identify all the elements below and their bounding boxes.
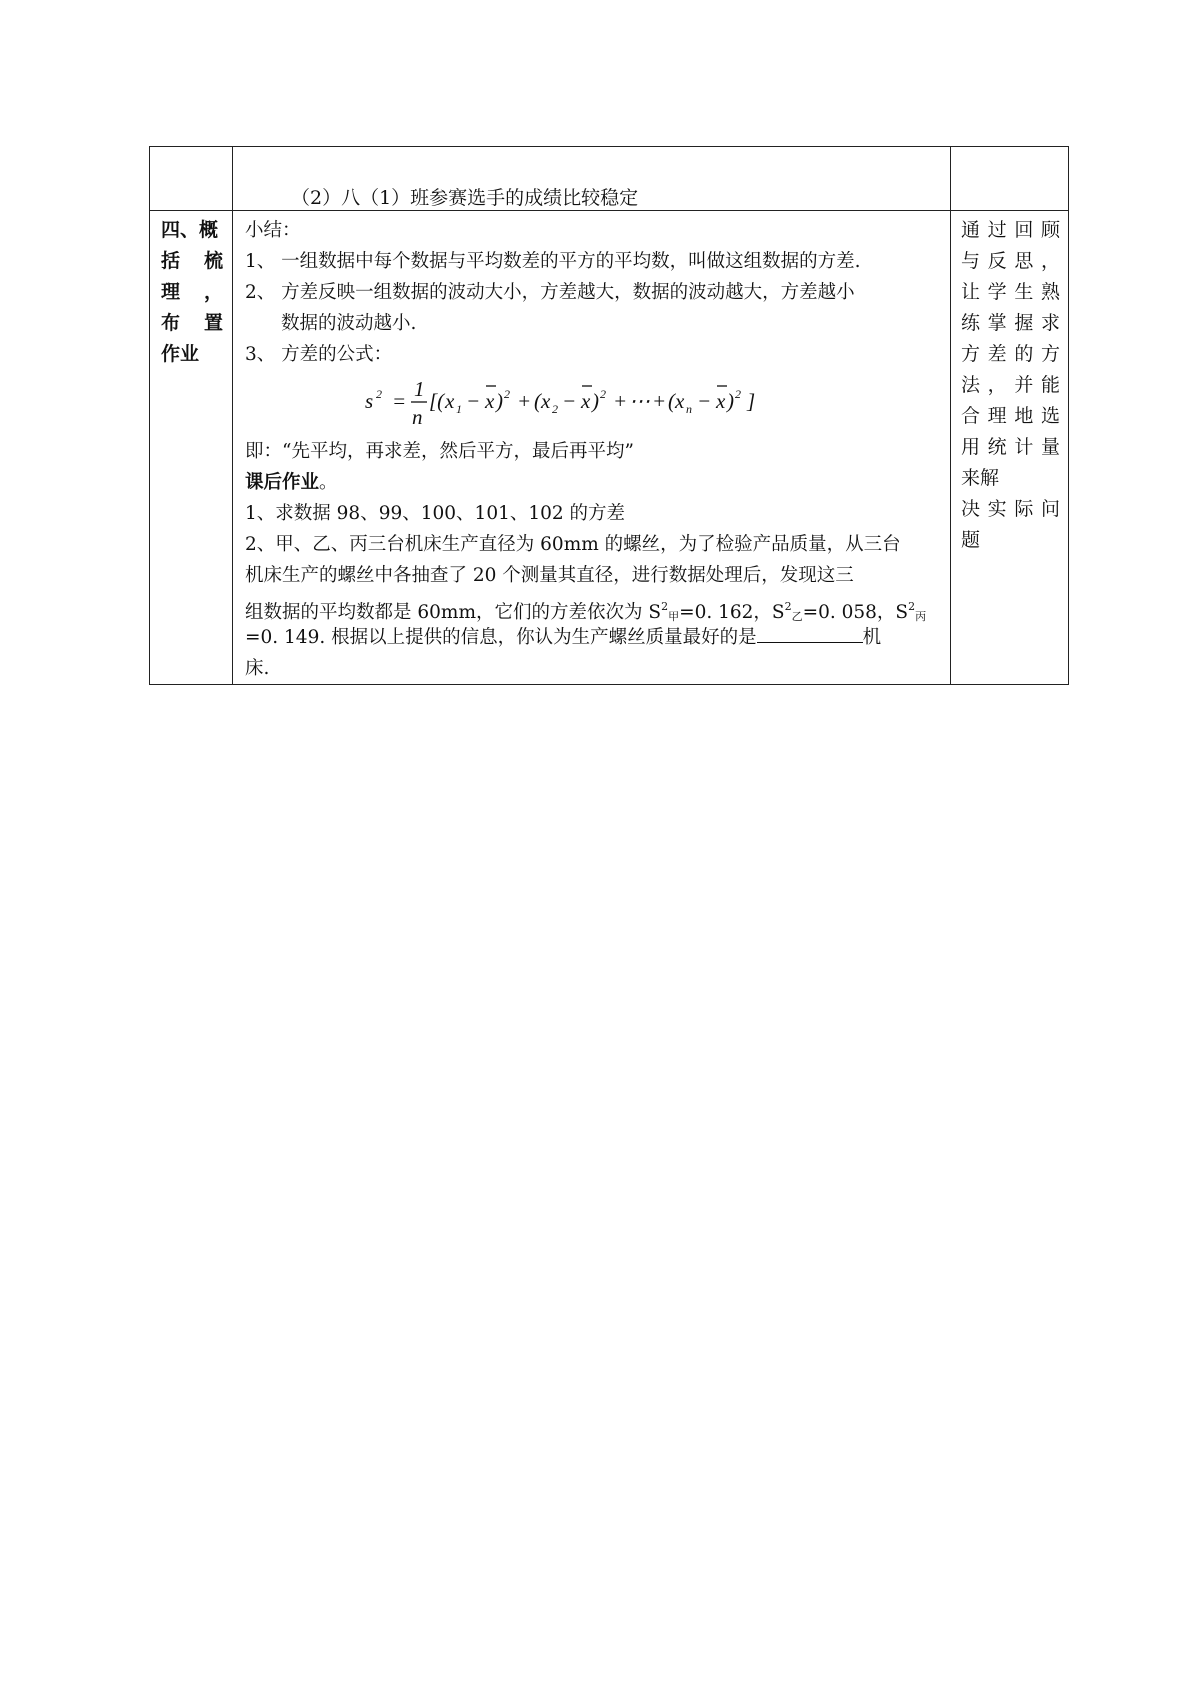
svg-text:]: ]: [747, 389, 756, 413]
svg-text:+: +: [652, 389, 667, 413]
purpose-line: [961, 246, 1060, 277]
purpose-char: 与: [961, 250, 981, 272]
table-row: [150, 147, 1069, 211]
purpose-char: 问: [1040, 498, 1060, 520]
summary-item-2: 2、 方差反映一组数据的波动大小，方差越大，数据的波动越大，方差越小: [245, 282, 855, 303]
content-cell: [233, 211, 951, 685]
purpose-line: [961, 463, 1060, 494]
purpose-char: 来解: [961, 467, 1000, 489]
q2-text: =0. 162，S: [679, 602, 785, 623]
q2-text: =0. 149. 根据以上提供的信息，你认为生产螺丝质量最好的是: [245, 627, 757, 648]
svg-text:x: x: [675, 389, 685, 413]
purpose-char: 题: [961, 529, 981, 551]
purpose-char: 差: [987, 343, 1007, 365]
purpose-char: 量: [1040, 436, 1060, 458]
section-label-line: 括 梳: [161, 250, 223, 272]
svg-text:x: x: [485, 389, 495, 413]
purpose-char: 让: [961, 281, 981, 303]
empty-label-cell: [150, 147, 233, 211]
variance-formula-graphic: [365, 372, 785, 434]
lesson-plan-table: [149, 146, 1069, 685]
purpose-line: [961, 277, 1060, 308]
purpose-char: 过: [987, 219, 1007, 241]
purpose-char: 理: [987, 405, 1007, 427]
purpose-line: [961, 401, 1060, 432]
purpose-char: 决: [961, 498, 981, 520]
svg-text:+: +: [517, 389, 532, 413]
svg-text:(: (: [534, 389, 541, 413]
purpose-char: 回: [1014, 219, 1034, 241]
purpose-char: 求: [1040, 312, 1060, 334]
svg-text:): ): [592, 389, 599, 413]
homework-question-2-line: [245, 622, 942, 653]
purpose-char: 际: [1014, 498, 1034, 520]
q2-text: =0. 058，S: [802, 602, 909, 623]
svg-text:): ): [727, 389, 734, 413]
purpose-line: [961, 339, 1060, 370]
summary-heading: 小结：: [245, 220, 301, 241]
section-label-line: 布 置: [161, 312, 223, 334]
purpose-char: 反: [987, 250, 1007, 272]
q2-subscript: 甲: [668, 610, 680, 623]
purpose-cell: [951, 211, 1069, 685]
purpose-char: 掌: [987, 312, 1007, 334]
conclusion-text: （2）八（1）班参赛选手的成绩比较稳定: [291, 187, 639, 209]
section-label: [150, 211, 232, 370]
purpose-char: 用: [961, 436, 981, 458]
svg-text:2: 2: [552, 402, 558, 416]
svg-text:+: +: [613, 389, 628, 413]
variance-formula: [245, 370, 942, 436]
purpose-char: 通: [961, 219, 981, 241]
svg-text:1: 1: [456, 402, 462, 416]
svg-text:2: 2: [504, 387, 510, 401]
purpose-char: 的: [1014, 343, 1034, 365]
svg-text:n: n: [686, 402, 692, 416]
purpose-char: 地: [1014, 405, 1034, 427]
summary-item-3: 3、 方差的公式：: [245, 344, 393, 365]
q2-subscript: 丙: [915, 610, 927, 623]
lesson-content: [233, 211, 950, 684]
purpose-char: 熟: [1040, 281, 1060, 303]
purpose-char: 顾: [1040, 219, 1060, 241]
svg-text:): ): [496, 389, 503, 413]
purpose-char: 并: [1014, 374, 1034, 396]
purpose-line: [961, 308, 1060, 339]
svg-text:[(: [(: [429, 389, 445, 413]
svg-text:−: −: [466, 389, 481, 413]
homework-question-1: 1、求数据 98、99、100、101、102 的方差: [245, 503, 626, 524]
purpose-char: 方: [1040, 343, 1060, 365]
homework-question-2-line: 机床生产的螺丝中各抽查了 20 个测量其直径，进行数据处理后，发现这三: [245, 565, 854, 586]
purpose-char: 统: [987, 436, 1007, 458]
design-purpose: [951, 211, 1068, 556]
purpose-char: 法: [961, 374, 981, 396]
purpose-char: 生: [1014, 281, 1034, 303]
q2-subscript: 乙: [791, 610, 803, 623]
purpose-char: 合: [961, 405, 981, 427]
purpose-char: 实: [987, 498, 1007, 520]
purpose-char: 练: [961, 312, 981, 334]
homework-heading-punct: 。: [319, 472, 338, 493]
svg-text:x: x: [445, 389, 455, 413]
svg-text:n: n: [412, 405, 423, 429]
purpose-char: 方: [961, 343, 981, 365]
answer-blank[interactable]: [757, 622, 863, 643]
q2-text: 机: [862, 627, 882, 648]
purpose-char: 能: [1040, 374, 1060, 396]
homework-question-2-line: 床.: [245, 658, 270, 679]
purpose-line: [961, 370, 1060, 401]
homework-question-2-line: 组数据的平均数都是 60mm，它们的方差依次为 $S^2$甲=0. 162，$S^2$乙=0. 058，$S^2$丙: [245, 600, 927, 623]
section-label-cell: [150, 211, 233, 685]
purpose-line: [961, 494, 1060, 525]
svg-text:2: 2: [600, 387, 606, 401]
svg-text:2: 2: [735, 387, 741, 401]
purpose-char: 思: [1014, 250, 1034, 272]
svg-text:x: x: [541, 389, 551, 413]
purpose-line: [961, 432, 1060, 463]
table-row: [150, 211, 1069, 685]
summary-item-1: 1、 一组数据中每个数据与平均数差的平方的平均数，叫做这组数据的方差.: [245, 251, 861, 272]
svg-text:(: (: [668, 389, 675, 413]
svg-text:−: −: [697, 389, 712, 413]
svg-text:−: −: [562, 389, 577, 413]
svg-text:x: x: [716, 389, 726, 413]
q2-text: 组数据的平均数都是 60mm，它们的方差依次为 S: [245, 602, 662, 623]
purpose-char: 选: [1040, 405, 1060, 427]
svg-text:=: =: [392, 389, 407, 413]
purpose-char: ，: [987, 374, 1007, 396]
section-label-line: 四、概: [161, 219, 219, 241]
svg-text:⋯: ⋯: [629, 389, 650, 413]
section-label-line: 作业: [161, 343, 200, 365]
purpose-char: ，: [1040, 250, 1060, 272]
svg-text:s: s: [365, 389, 374, 413]
conclusion-cell: [233, 147, 951, 211]
purpose-char: 计: [1014, 436, 1034, 458]
svg-text:2: 2: [376, 387, 382, 401]
section-label-line: 理 ，: [161, 281, 223, 303]
purpose-char: 学: [987, 281, 1007, 303]
mnemonic-text: 即：“先平均，再求差，然后平方，最后再平均”: [245, 441, 634, 462]
svg-text:x: x: [581, 389, 591, 413]
homework-question-2-line: 2、甲、乙、丙三台机床生产直径为 60mm 的螺丝，为了检验产品质量，从三台: [245, 534, 901, 555]
purpose-line: [961, 215, 1060, 246]
homework-heading: [245, 467, 942, 498]
summary-item-2-cont: 数据的波动越小.: [281, 313, 417, 334]
purpose-line: [961, 525, 1060, 556]
svg-text:1: 1: [414, 377, 425, 401]
purpose-char: 握: [1014, 312, 1034, 334]
homework-heading-text: 课后作业: [245, 472, 320, 493]
